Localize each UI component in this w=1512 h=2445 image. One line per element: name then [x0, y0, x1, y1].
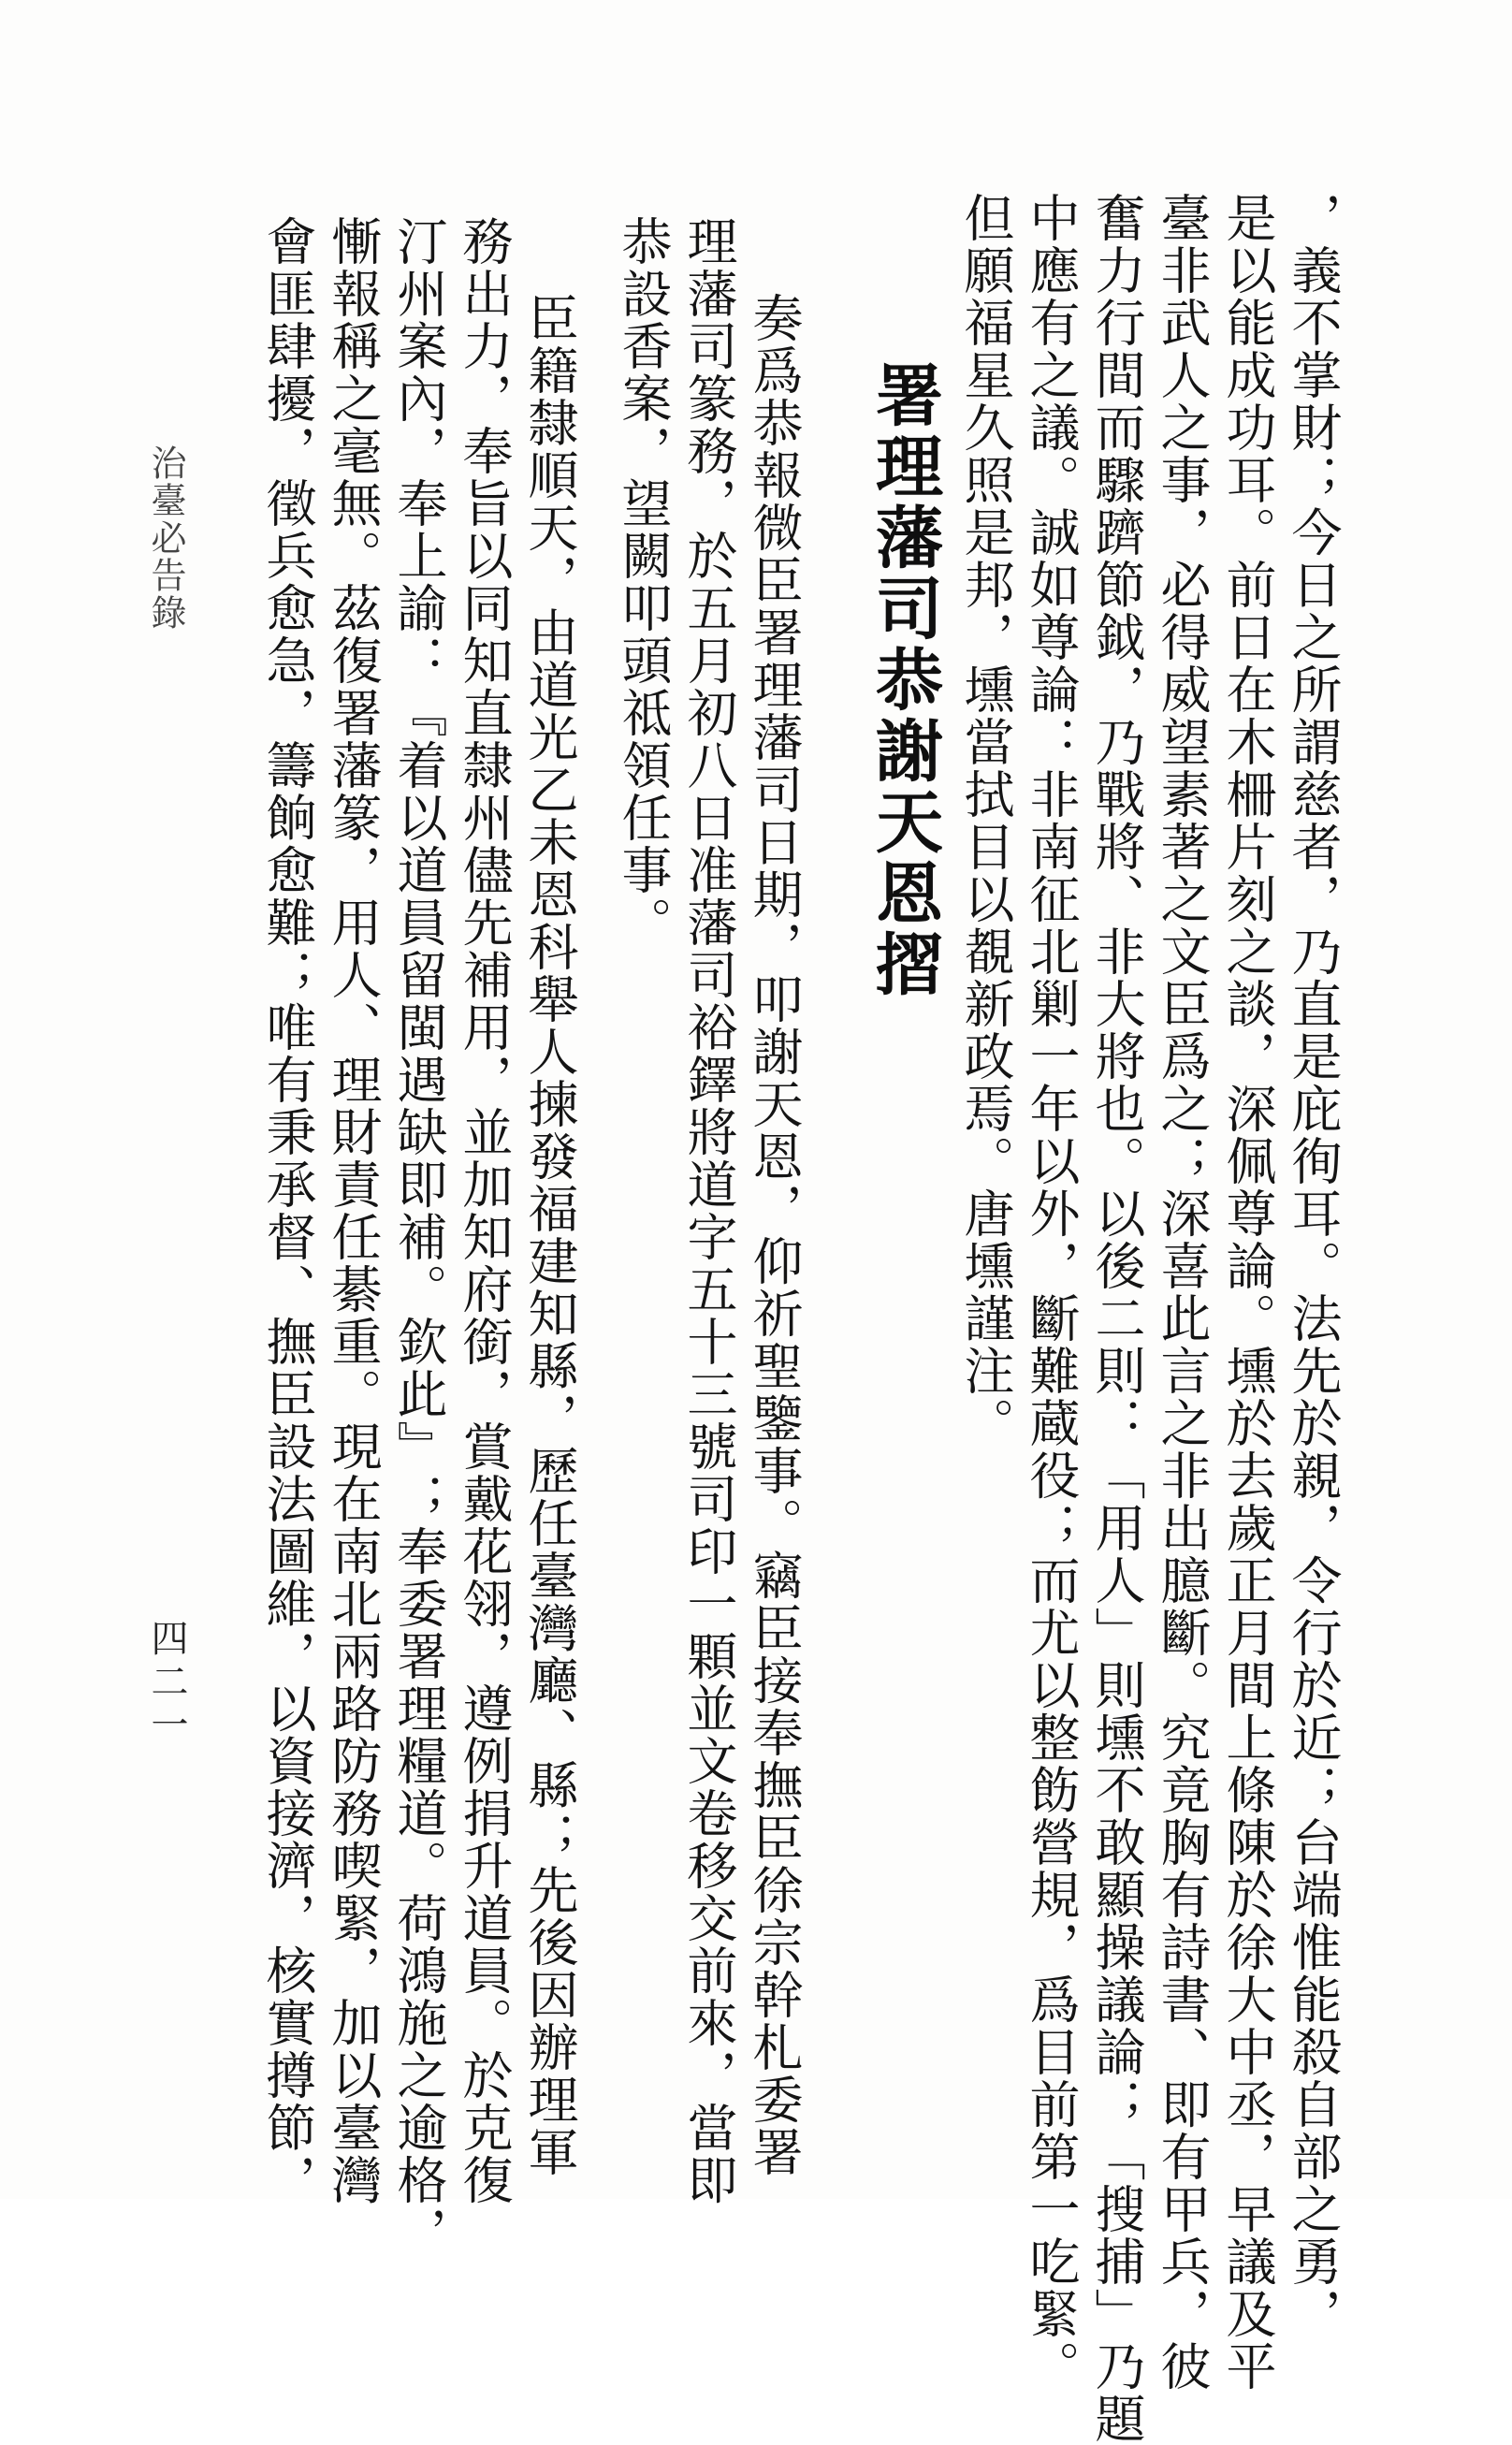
body-column-7: 慚報稱之毫無。茲復署藩篆，用人、理財責任綦重。現在南北兩路防務喫緊，加以臺灣 [324, 215, 383, 2206]
body-column-2: 理藩司篆務，於五月初八日准藩司裕鐸將道字五十三號司印一顆並文卷移交前來，當即 [679, 215, 738, 2206]
page-number: 四二一 [145, 1619, 188, 1748]
prev-text-column-5: 中應有之議。誠如尊論：非南征北剿一年以外，斷難蔵役；而尤以整飭營規，爲目前第一吃緊。 [1022, 192, 1081, 2393]
prev-text-column-2: 是以能成功耳。前日在木柵片刻之談，深佩尊論。壎於去歲正月間上條陳於徐大中丞，早議及平 [1218, 192, 1277, 2393]
prev-text-column-4: 奮力行間而驟躋節鉞，乃戰將、非大將也。以後二則：「用人」則壎不敢顯操議論；「搜捕」乃題 [1087, 192, 1146, 2445]
body-column-3: 恭設香案，望闕叩頭祗領任事。 [614, 215, 673, 949]
prev-text-column-3: 臺非武人之事，必得威望素著之文臣爲之；深喜此言之非出臆斷。究竟胸有詩書、即有甲兵，彼 [1153, 192, 1212, 2393]
body-column-1: 奏爲恭報微臣署理藩司日期，叩謝天恩，仰祈聖鑒事。竊臣接奉撫臣徐宗幹札委署 [745, 292, 804, 2178]
body-column-8: 會匪肆擾，徵兵愈急，籌餉愈難；唯有秉承督、撫臣設法圖維，以資接濟，核實撙節， [258, 215, 317, 2206]
prev-text-column-6: 但願福星久照是邦，壎當拭目以覩新政焉。唐壎謹注。 [956, 192, 1015, 1449]
body-column-5: 務出力，奉旨以同知直隸州儘先補用，並加知府銜，賞戴花翎，遵例捐升道員。於克復 [455, 215, 514, 2206]
memorial-title: 署理藩司恭謝天恩摺 [865, 360, 944, 1000]
book-title-margin: 治臺必告錄 [145, 444, 186, 632]
body-column-4: 臣籍隸順天，由道光乙未恩科舉人揀發福建知縣，歷任臺灣廳、縣；先後因辦理軍 [520, 292, 579, 2178]
prev-text-column-1: ，義不掌財；今日之所謂慈者，乃直是庇徇耳。法先於親，令行於近；台端惟能殺自部之勇， [1284, 192, 1343, 2340]
body-column-6: 汀州案內，奉上諭：『着以道員留閩遇缺即補。欽此』；奉委署理糧道。荷鴻施之逾格， [389, 215, 448, 2259]
